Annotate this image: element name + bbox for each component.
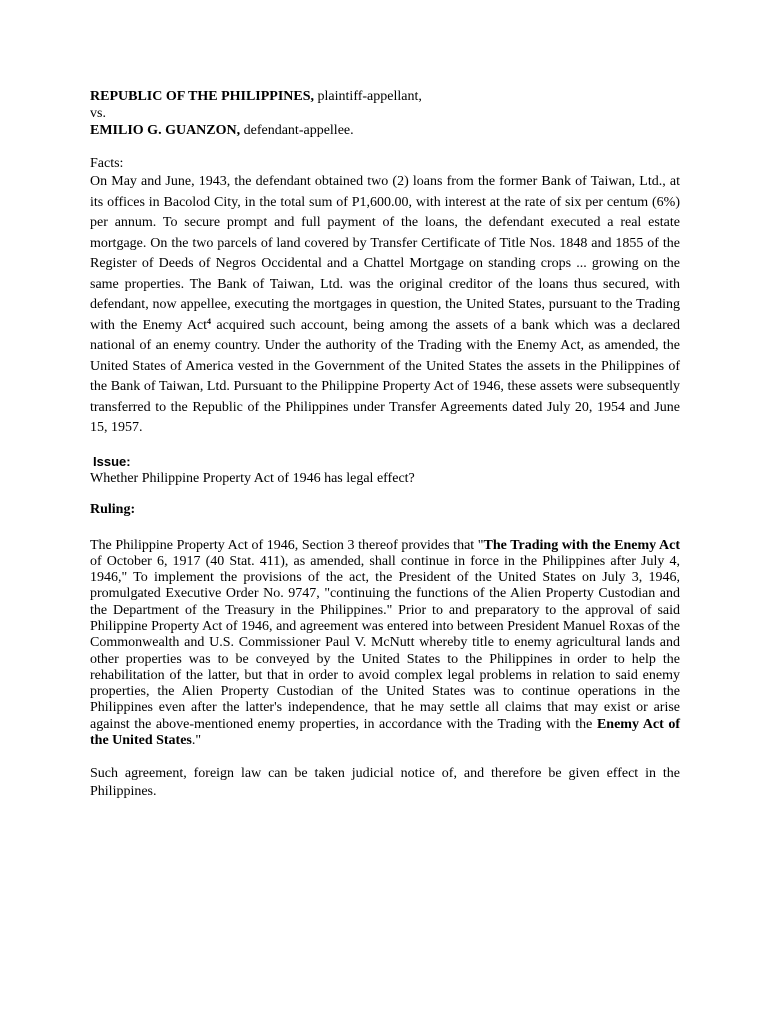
facts-text-part2: acquired such account, being among the assets of a bank which was a declared national of an enemy country. Under the authority of the Trading with the Enemy Act, as amended, the United States of America vested in the Government of the United States the assets in the Philippines of the Bank of Taiwan, Ltd. Pursuant to the Philippine Property Act of 1946, these assets were subsequently transferred to the Republic of the Philippines under Transfer Agreements dated July 20, 1954 and June 15, 1957. [90,317,681,435]
ruling-text-part1: The Philippine Property Act of 1946, Section 3 thereof provides that " [90,537,484,553]
footnote-marker: 4 [207,316,212,326]
versus-line: vs. [90,106,106,121]
facts-heading: Facts: [90,156,124,171]
ruling-text-part3: ." [191,733,202,749]
ruling-text-part2: of October 6, 1917 (40 Stat. 411), as amended, shall continue in force in the Philippines after July 4, 1946," To implement the provisions of the act, the President of the United States on July 3, 1946, promulgated Executive Order No. 9747, "continuing the functions of the Alien Property Custodian and the Department of the Treasury in the Philippines." Prior to and preparatory to the approval of said Philippine Property Act of 1946, and agreement was entered into between President Manuel Roxas of the Commonwealth and U.S. Commissioner Paul V. McNutt whereby title to enemy agricultural lands and other properties was to be conveyed by the United States to the Philippines in order to help the rehabilitation of the latter, but that in order to avoid complex legal problems in relation to said enemy properties, the Alien Property Custodian of the United States was to continue operations in the Philippines even after the latter's independence, that he may settle all claims that may exist or arise against the above-mentioned enemy properties, in accordance with the Trading with the [90,553,680,732]
ruling-paragraph-2: Such agreement, foreign law can be taken judicial notice of, and therefore be given effect in the Philippines. [90,766,680,800]
ruling-heading: Ruling: [90,501,136,517]
facts-text-part1: On May and June, 1943, the defendant obtained two (2) loans from the former Bank of Taiwan, Ltd., at its offices in Bacolod City, in the total sum of P1,600.00, with interest at the rate of six per centum (6%) per annum. To secure prompt and full payment of the loans, the defendant executed a real estate mortgage. On the two parcels of land covered by Transfer Certificate of Title Nos. 1848 and 1855 of the Register of Deeds of Negros Occidental and a Chattel Mortgage on standing crops ... growing on the same properties. The Bank of Taiwan, Ltd. was the original creditor of the loans thus secured, with defendant, now appellee, executing the mortgages in question, the United States, pursuant to the Trading with the Enemy Act [90,174,680,333]
ruling-bold-enemy-act: Enemy Act of the United States [90,716,680,749]
document-page [90,88,680,801]
issue-text: Whether Philippine Property Act of 1946 has legal effect? [90,470,415,486]
plaintiff-name: REPUBLIC OF THE PHILIPPINES, [90,89,315,104]
plaintiff-role: plaintiff-appellant, [314,89,422,104]
defendant-role: defendant-appellee. [240,123,354,138]
issue-heading: Issue: [93,453,131,469]
defendant-name: EMILIO G. GUANZON, [90,123,241,138]
ruling-paragraph-1 [90,538,680,750]
plaintiff-line [90,88,680,105]
defendant-line [90,122,680,139]
ruling-bold-act: The Trading with the Enemy Act [483,537,680,553]
facts-paragraph [90,172,680,439]
